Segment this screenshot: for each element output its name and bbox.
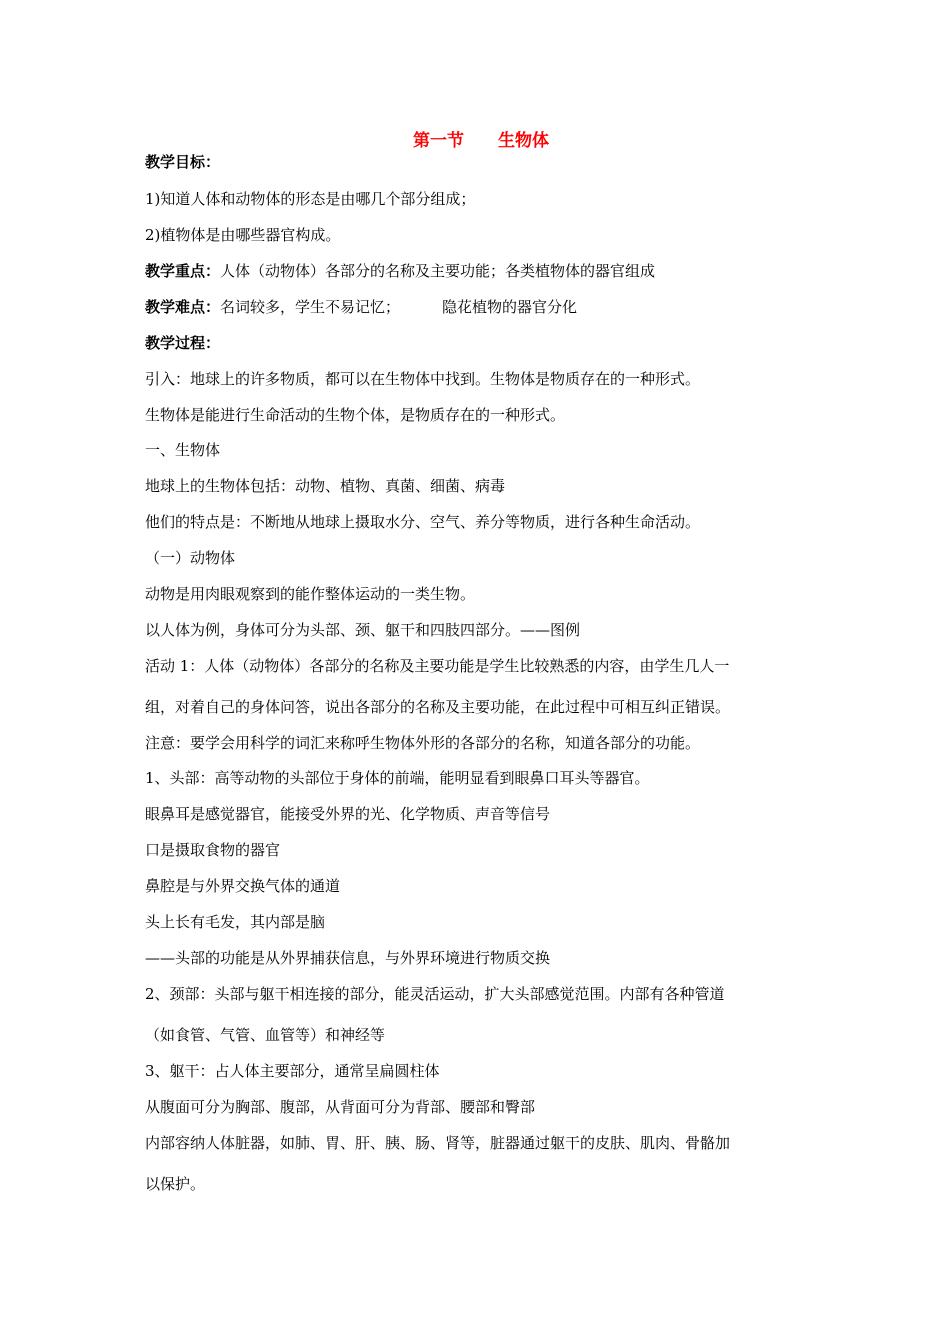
difficulties-line — [145, 297, 577, 317]
page-title — [0, 126, 950, 151]
process-heading: 教学过程： — [145, 334, 221, 352]
body-paragraph: 生物体是能进行生命活动的生物个体，是物质存在的一种形式。 — [145, 406, 566, 424]
body-paragraph: 组，对着自己的身体问答，说出各部分的名称及主要功能，在此过程中可相互纠正错误。 — [145, 698, 731, 716]
difficulties-text-2: 隐花植物的器官分化 — [442, 298, 578, 316]
body-paragraph: 注意：要学会用科学的词汇来称呼生物体外形的各部分的名称，知道各部分的功能。 — [145, 734, 701, 752]
difficulties-label: 教学难点： — [145, 298, 221, 316]
body-paragraph: 眼鼻耳是感觉器官，能接受外界的光、化学物质、声音等信号 — [145, 805, 551, 823]
body-paragraph: （如食管、气管、血管等）和神经等 — [145, 1026, 386, 1044]
body-paragraph: 动物是用肉眼观察到的能作整体运动的一类生物。 — [145, 585, 476, 603]
body-paragraph: 从腹面可分为胸部、腹部，从背面可分为背部、腰部和臀部 — [145, 1098, 536, 1116]
subsection-heading: （一）动物体 — [145, 549, 236, 567]
body-paragraph: 2、颈部：头部与躯干相连接的部分，能灵活运动，扩大头部感觉范围。内部有各种管道 — [145, 985, 725, 1003]
title-section-number: 第一节 — [413, 131, 464, 151]
difficulties-text-1: 名词较多，学生不易记忆； — [220, 298, 401, 316]
body-paragraph: 内部容纳人体脏器，如肺、胃、肝、胰、肠、肾等，脏器通过躯干的皮肤、肌肉、骨骼加 — [145, 1134, 731, 1152]
title-topic: 生物体 — [498, 131, 549, 151]
body-paragraph: 引入：地球上的许多物质，都可以在生物体中找到。生物体是物质存在的一种形式。 — [145, 370, 701, 388]
body-paragraph: 以保护。 — [145, 1175, 206, 1193]
section-heading: 一、生物体 — [145, 441, 221, 459]
key-points-label: 教学重点： — [145, 262, 221, 280]
body-paragraph: 鼻腔是与外界交换气体的通道 — [145, 877, 341, 895]
key-points-text: 人体（动物体）各部分的名称及主要功能；各类植物体的器官组成 — [220, 262, 656, 280]
objective-item-1: 1)知道人体和动物体的形态是由哪几个部分组成； — [145, 190, 476, 208]
body-paragraph: 3、躯干：占人体主要部分，通常呈扁圆柱体 — [145, 1062, 440, 1080]
body-paragraph: 活动 1：人体（动物体）各部分的名称及主要功能是学生比较熟悉的内容，由学生几人一 — [145, 657, 730, 675]
objective-item-2: 2)植物体是由哪些器官构成。 — [145, 226, 341, 244]
body-paragraph: 1、头部：高等动物的头部位于身体的前端，能明显看到眼鼻口耳头等器官。 — [145, 769, 650, 787]
body-paragraph: 他们的特点是：不断地从地球上摄取水分、空气、养分等物质，进行各种生命活动。 — [145, 513, 701, 531]
objectives-heading: 教学目标： — [145, 153, 221, 171]
body-paragraph: 口是摄取食物的器官 — [145, 841, 281, 859]
key-points-line — [145, 261, 655, 281]
body-paragraph: 以人体为例，身体可分为头部、颈、躯干和四肢四部分。——图例 — [145, 621, 581, 639]
body-paragraph: ——头部的功能是从外界捕获信息，与外界环境进行物质交换 — [145, 949, 551, 967]
body-paragraph: 地球上的生物体包括：动物、植物、真菌、细菌、病毒 — [145, 477, 506, 495]
body-paragraph: 头上长有毛发，其内部是脑 — [145, 913, 326, 931]
